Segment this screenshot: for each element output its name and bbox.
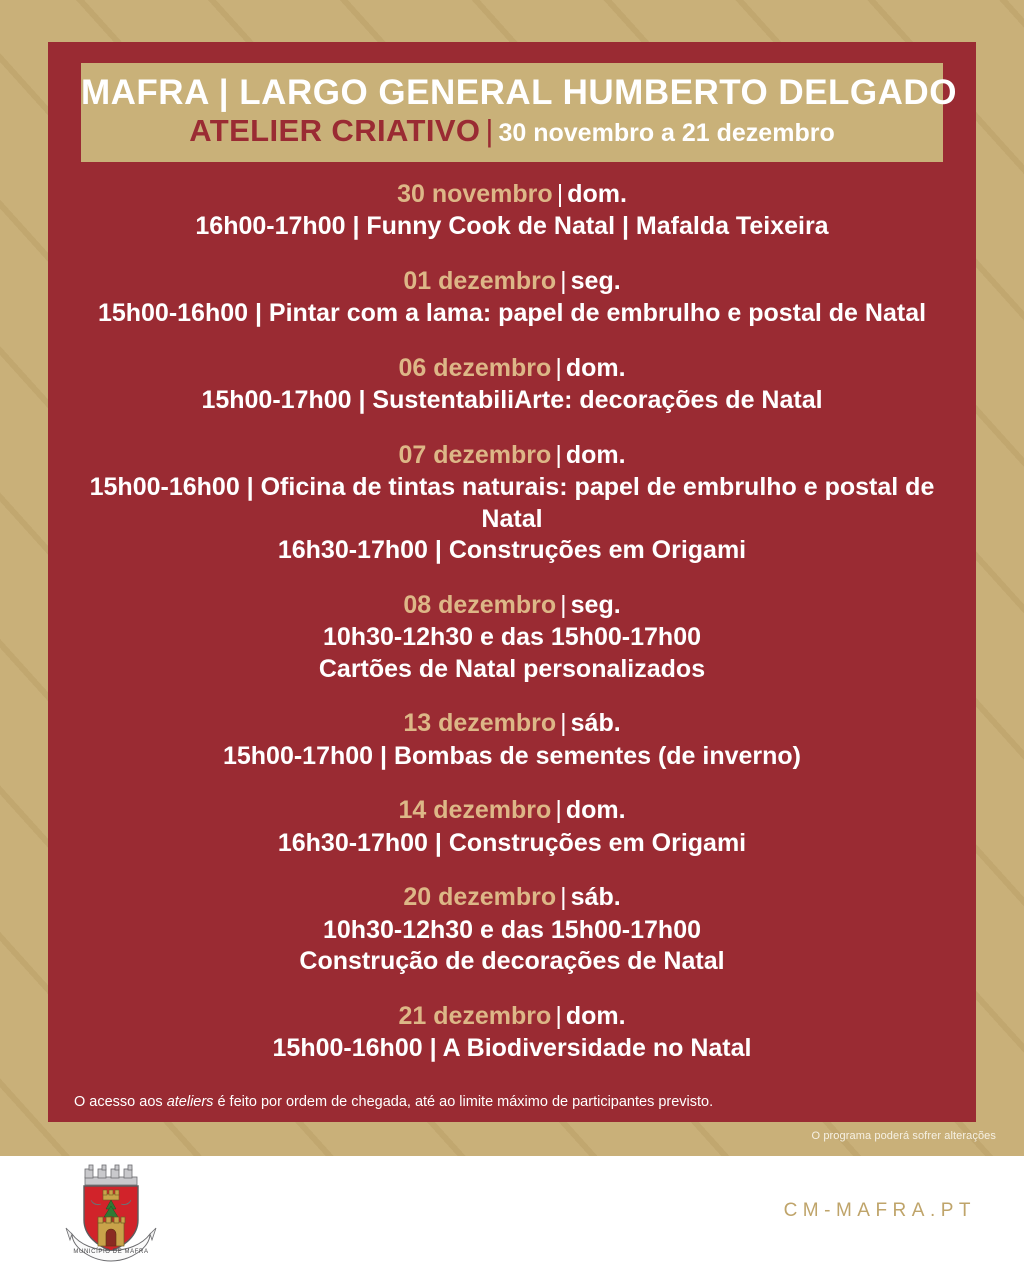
event-date: 30 novembro (397, 179, 553, 208)
event-separator: | (560, 590, 567, 619)
event-separator: | (555, 796, 562, 825)
event-separator: | (555, 440, 562, 469)
event-date: 20 dezembro (403, 883, 557, 912)
event-date: 07 dezembro (398, 440, 552, 469)
event-separator: | (560, 709, 567, 738)
program-event (88, 589, 936, 686)
event-detail-line: Construção de decorações de Natal (299, 947, 725, 976)
footer-bar (0, 1156, 1024, 1276)
event-date: 06 dezembro (398, 353, 552, 382)
event-detail-line: 15h00-17h00 | SustentabiliArte: decorações de Natal (201, 386, 823, 415)
program-event (88, 265, 936, 330)
event-detail-line: 15h00-16h00 | Pintar com a lama: papel de embrulho e postal de Natal (97, 299, 927, 328)
program-event (88, 439, 936, 567)
disclaimer-part1: O acesso aos (74, 1093, 167, 1110)
program-event (88, 881, 936, 978)
event-date: 08 dezembro (403, 590, 557, 619)
event-weekday: dom. (565, 1001, 626, 1030)
event-date: 14 dezembro (398, 796, 552, 825)
event-weekday: dom. (565, 353, 626, 382)
event-detail-line: 15h00-17h00 | Bombas de sementes (de inverno) (222, 741, 802, 770)
program-event (88, 1000, 936, 1065)
header-band (81, 63, 957, 162)
event-detail-line: 15h00-16h00 | A Biodiversidade no Natal (272, 1034, 752, 1063)
event-header (88, 707, 936, 741)
event-separator: | (560, 883, 567, 912)
event-separator: | (555, 1001, 562, 1030)
event-detail-line: 16h30-17h00 | Construções em Origami (277, 828, 747, 857)
event-weekday: seg. (570, 266, 621, 295)
event-detail-line: 16h00-17h00 | Funny Cook de Natal | Mafalda Teixeira (195, 212, 829, 241)
subtitle-separator: | (485, 113, 494, 149)
event-header (88, 794, 936, 828)
access-disclaimer (48, 1087, 976, 1112)
event-detail-line: 10h30-12h30 e das 15h00-17h00 (322, 623, 701, 652)
poster-title: MAFRA | LARGO GENERAL HUMBERTO DELGADO (81, 73, 957, 112)
event-detail-line: Cartões de Natal personalizados (318, 654, 706, 683)
program-panel (48, 42, 976, 1122)
event-weekday: dom. (565, 440, 626, 469)
event-header (88, 589, 936, 623)
event-detail-line: 10h30-12h30 e das 15h00-17h00 (322, 915, 701, 944)
poster-subtitle (81, 113, 943, 150)
event-detail-line: 15h00-16h00 | Oficina de tintas naturais: papel de embrulho e postal de Natal (89, 473, 935, 533)
event-header (88, 439, 936, 473)
program-list (48, 162, 976, 1087)
event-detail-line: 16h30-17h00 | Construções em Origami (277, 536, 747, 565)
program-event (88, 352, 936, 417)
website-label: CM-MAFRA.PT (783, 1200, 976, 1221)
event-header (88, 881, 936, 915)
event-separator: | (560, 266, 567, 295)
event-weekday: seg. (570, 590, 621, 619)
event-separator: | (556, 179, 564, 208)
event-weekday: sáb. (570, 883, 621, 912)
event-separator: | (555, 353, 562, 382)
event-header (88, 352, 936, 386)
event-header (88, 178, 936, 212)
mafra-coat-of-arms-icon (58, 1164, 164, 1264)
disclaimer-part2: é feito por ordem de chegada, até ao limite máximo de participantes previsto. (213, 1093, 714, 1110)
event-weekday: sáb. (570, 709, 621, 738)
event-weekday: dom. (565, 796, 626, 825)
event-header (88, 1000, 936, 1034)
event-date: 13 dezembro (403, 709, 557, 738)
program-change-note: O programa poderá sofrer alterações (811, 1130, 996, 1142)
disclaimer-italic: ateliers (166, 1093, 214, 1110)
subtitle-highlight: ATELIER CRIATIVO (189, 113, 481, 149)
program-event (88, 178, 936, 243)
event-date: 01 dezembro (403, 266, 557, 295)
event-weekday: dom. (567, 179, 627, 208)
event-date: 21 dezembro (398, 1001, 552, 1030)
program-event (88, 707, 936, 772)
svg-text:MUNICÍPIO DE MAFRA: MUNICÍPIO DE MAFRA (73, 1249, 149, 1255)
program-event (88, 794, 936, 859)
event-header (88, 265, 936, 299)
subtitle-daterange: 30 novembro a 21 dezembro (498, 119, 835, 148)
